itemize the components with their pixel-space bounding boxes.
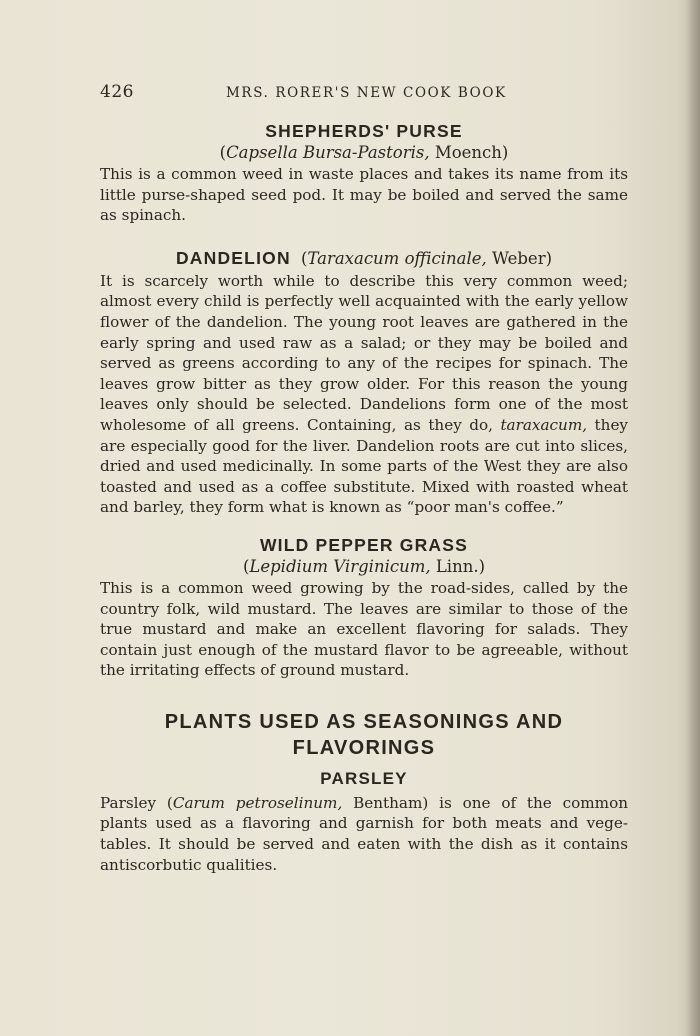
paragraph-parsley xyxy=(100,793,628,875)
latin-name: Capsella Bursa-Pastoris, xyxy=(226,143,430,162)
latin-name: Carum petroselinum, xyxy=(172,793,343,812)
section-title-parsley: PARSLEY xyxy=(320,768,408,788)
paragraph-wild-pepper-grass: This is a common weed growing by the road-sides, called by the country folk, wild mustard. The leaves are similar to those of the true mustard and make an excellent flavoring for salads. They contain just enough of the mustard flavor to be agreeable, without the irritating effects of ground mustard. xyxy=(100,578,628,680)
paren-open: ( xyxy=(219,143,227,162)
heading-line-2: FLAVORINGS xyxy=(292,736,436,759)
paragraph-text: Bentham) is one of the common plants used as a flavoring and garnish for both meats and vegetables. It should be served and eaten with the dish as it contains antiscorbutic qualities. xyxy=(100,793,628,874)
paragraph-shepherds-purse: This is a common weed in waste places and takes its name from its little purse-shaped seed pod. It may be boiled and served the same as spinach. xyxy=(100,165,628,225)
scientific-name-dandelion xyxy=(301,249,552,268)
botanical-author: Weber) xyxy=(486,248,553,268)
botanical-author: Moench) xyxy=(429,143,509,162)
section-heading-dandelion xyxy=(100,246,628,271)
page-content xyxy=(100,82,628,875)
paren-open: ( xyxy=(242,556,250,576)
scientific-name-shepherds-purse xyxy=(100,142,628,164)
running-head xyxy=(100,82,628,106)
page-edge-shadow xyxy=(686,0,700,1036)
scientific-name-wild-pepper-grass xyxy=(100,556,628,578)
section-title-wild-pepper-grass: WILD PEPPER GRASS xyxy=(259,534,469,555)
paragraph-text: they are especially good for the liver. Dandelion roots are cut into slices, dried and used medicinally. In some parts of the West they are also toasted and used as a coffee substitute. Mixed with roasted wheat and barley, they form what is known as “poor man's coffee.” xyxy=(100,415,629,517)
section-title-shepherds-purse: SHEPHERDS' PURSE xyxy=(265,121,463,141)
section-title-dandelion: DANDELION xyxy=(175,247,291,268)
paragraph-text: It is scarcely worth while to describe this very common weed; almost every child is perfectly well acquainted with the early yellow flower of the dandelion. The young root leaves are gathered in the early spring and used raw as a salad; or they may be boiled and served as greens according to any of the recipes for spinach. The leaves grow bitter as they grow older. For this reason the young leaves only should be selected. Dandelions form one of the most wholesome of all greens. Containing, as they do, xyxy=(100,271,628,434)
latin-name: Lepidium Virginicum, xyxy=(249,556,431,576)
heading-line-1: PLANTS USED AS SEASONINGS AND xyxy=(164,710,564,733)
paragraph-text: Parsley ( xyxy=(100,793,173,812)
italic-term: taraxacum, xyxy=(500,415,588,434)
botanical-author: Linn.) xyxy=(430,556,486,576)
page-number: 426 xyxy=(100,82,134,102)
latin-name: Taraxacum officinale, xyxy=(307,248,487,268)
book-title: MRS. RORER'S NEW COOK BOOK xyxy=(226,85,507,101)
paragraph-dandelion xyxy=(100,271,628,518)
paren-open: ( xyxy=(300,248,308,268)
chapter-heading-plants-seasonings xyxy=(100,709,628,761)
